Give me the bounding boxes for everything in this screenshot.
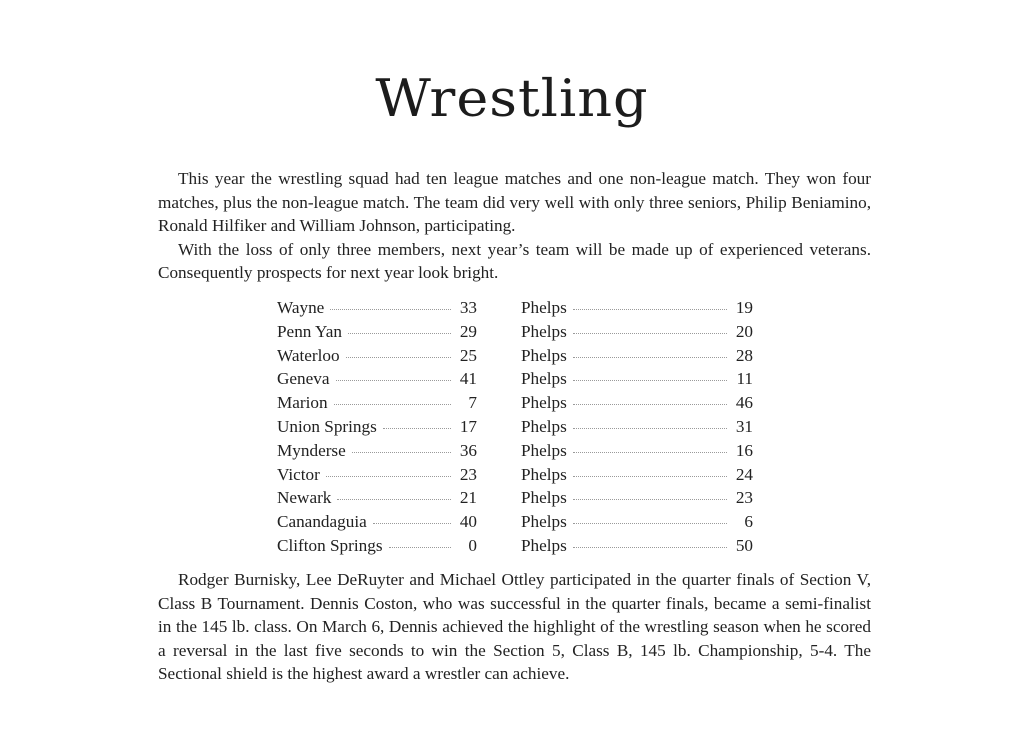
match-result-row (277, 465, 753, 489)
intro-section (158, 167, 871, 285)
dot-leader (389, 547, 451, 548)
home-team-name: Phelps (521, 512, 567, 532)
match-result-row (277, 536, 753, 560)
opponent-score: 23 (459, 464, 477, 484)
dot-leader (573, 499, 727, 500)
home-team-name: Phelps (521, 393, 567, 413)
dot-leader (573, 452, 727, 453)
home-cell (521, 536, 753, 556)
match-result-row (277, 488, 753, 512)
opponent-cell (277, 346, 477, 366)
opponent-score: 36 (459, 440, 477, 460)
dot-leader (326, 476, 451, 477)
home-team-name: Phelps (521, 464, 567, 484)
opponent-cell (277, 369, 477, 389)
dot-leader (334, 404, 451, 405)
opponent-name: Marion (277, 393, 328, 413)
opponent-cell (277, 536, 477, 556)
home-score: 31 (735, 416, 753, 436)
dot-leader (337, 499, 451, 500)
opponent-score: 0 (468, 535, 477, 555)
home-cell (521, 512, 753, 532)
opponent-score: 25 (459, 345, 477, 365)
opponent-score: 17 (459, 416, 477, 436)
dot-leader (573, 523, 727, 524)
home-score: 46 (735, 393, 753, 413)
dot-leader (373, 523, 451, 524)
opponent-name: Union Springs (277, 416, 377, 436)
match-results-table (277, 298, 753, 560)
dot-leader (336, 380, 452, 381)
home-score: 6 (744, 512, 753, 532)
dot-leader (573, 309, 727, 310)
home-team-name: Phelps (521, 369, 567, 389)
dot-leader (383, 428, 451, 429)
opponent-score: 21 (459, 488, 477, 508)
dot-leader (330, 309, 451, 310)
home-score: 23 (735, 488, 753, 508)
match-result-row (277, 298, 753, 322)
opponent-name: Canandaguia (277, 512, 367, 532)
home-team-name: Phelps (521, 535, 567, 555)
opponent-name: Penn Yan (277, 321, 342, 341)
home-score: 24 (735, 464, 753, 484)
opponent-name: Waterloo (277, 345, 340, 365)
closing-section (158, 568, 871, 686)
opponent-cell (277, 322, 477, 342)
home-score: 28 (735, 345, 753, 365)
dot-leader (573, 547, 727, 548)
opponent-cell (277, 298, 477, 318)
dot-leader (573, 380, 727, 381)
match-result-row (277, 322, 753, 346)
opponent-name: Wayne (277, 298, 325, 317)
home-score: 19 (735, 298, 753, 317)
dot-leader (573, 333, 727, 334)
home-team-name: Phelps (521, 298, 567, 317)
opponent-name: Clifton Springs (277, 535, 383, 555)
dot-leader (348, 333, 451, 334)
home-score: 16 (735, 440, 753, 460)
opponent-name: Mynderse (277, 440, 346, 460)
match-result-row (277, 393, 753, 417)
home-team-name: Phelps (521, 488, 567, 508)
match-result-row (277, 512, 753, 536)
opponent-cell (277, 393, 477, 413)
match-result-row (277, 346, 753, 370)
dot-leader (573, 404, 727, 405)
home-score: 11 (736, 369, 753, 389)
home-team-name: Phelps (521, 416, 567, 436)
opponent-name: Victor (277, 464, 320, 484)
opponent-cell (277, 441, 477, 461)
dot-leader (573, 357, 727, 358)
opponent-cell (277, 488, 477, 508)
home-cell (521, 465, 753, 485)
opponent-name: Newark (277, 488, 332, 508)
home-cell (521, 441, 753, 461)
home-cell (521, 322, 753, 342)
match-result-row (277, 441, 753, 465)
home-cell (521, 417, 753, 437)
page-title: Wrestling (375, 68, 649, 129)
opponent-score: 41 (459, 369, 477, 389)
home-team-name: Phelps (521, 321, 567, 341)
dot-leader (352, 452, 451, 453)
home-cell (521, 346, 753, 366)
opponent-name: Geneva (277, 369, 330, 389)
opponent-cell (277, 465, 477, 485)
home-cell (521, 369, 753, 389)
match-result-row (277, 369, 753, 393)
dot-leader (573, 476, 727, 477)
home-score: 50 (735, 535, 753, 555)
closing-paragraph: Rodger Burnisky, Lee DeRuyter and Michael Ottley participated in the quarter finals of Section V, Class B Tournament. Dennis Coston, who was successful in the quarter finals, became a semi-finalist in the 145 lb. class. On March 6, Dennis achieved the highlight of the wrestling season when he scored a reversal in the last five seconds to win the Section 5, Class B, 145 lb. Championship, 5-4. The Sectional shield is the highest award a wrestler can achieve. (158, 570, 871, 684)
dot-leader (346, 357, 451, 358)
match-result-row (277, 417, 753, 441)
opponent-score: 40 (459, 512, 477, 532)
home-cell (521, 298, 753, 318)
opponent-cell (277, 417, 477, 437)
home-score: 20 (735, 321, 753, 341)
opponent-score: 7 (468, 393, 477, 413)
opponent-cell (277, 512, 477, 532)
home-cell (521, 488, 753, 508)
intro-paragraph: With the loss of only three members, next year’s team will be made up of experienced veterans. Consequently prospects for next year look bright. (158, 239, 871, 283)
home-team-name: Phelps (521, 440, 567, 460)
intro-paragraph: This year the wrestling squad had ten league matches and one non-league match. They won four matches, plus the non-league match. The team did very well with only three seniors, Philip Beniamino, Ronald Hilfiker and William Johnson, participating. (158, 169, 871, 236)
dot-leader (573, 428, 727, 429)
opponent-score: 33 (459, 298, 477, 317)
opponent-score: 29 (459, 321, 477, 341)
home-team-name: Phelps (521, 345, 567, 365)
home-cell (521, 393, 753, 413)
